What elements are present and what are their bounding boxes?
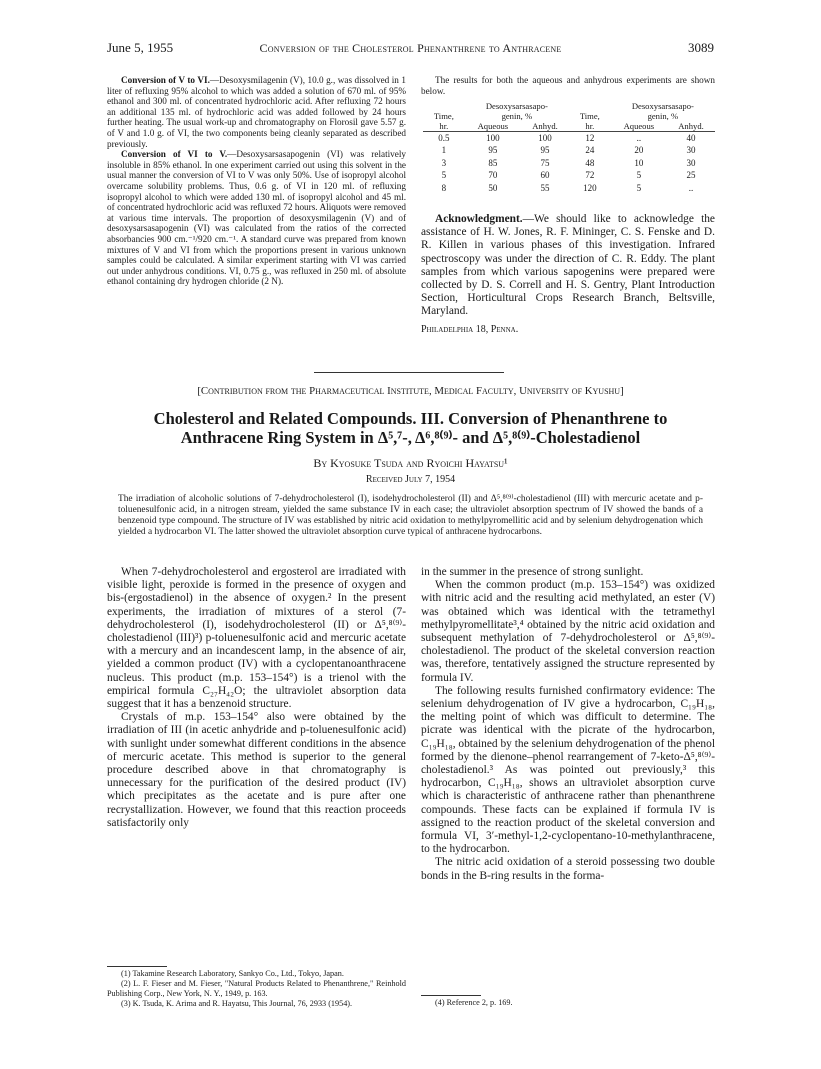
table-cell: 40	[686, 133, 696, 143]
footnote-1: (1) Takamine Research Laboratory, Sankyo Co., Ltd., Tokyo, Japan.	[121, 969, 344, 978]
footnote-rule-right	[421, 995, 481, 996]
body-paragraph-1: When 7-dehydrocholesterol and ergosterol are irradiated with visible light, peroxide is formed in the presence of oxygen and bis-(ergostadienol) in the absence of oxygen.² In the present experiments, the irradiation of mixtures of a sterol (7-dehydrocholesterol (I), isodehydrocholesterol (II) or Δ⁵,⁸⁽⁹⁾-cholestadienol (III)³) p-toluenesulfonic acid and mercuric acetate with a mercury and an incandescent lamp, in the absence of air, yielded a common product (IV) with a cyclopentanoanthracene nucleus. This product (m.p. 153–154°) is a trienol with the empirical formula C₂₇H₄₂O; the ultraviolet absorption data suggest that it has a benzenoid structure.	[107, 566, 406, 711]
body-paragraph-4: When the common product (m.p. 153–154°) was oxidized with nitric acid and the resulting acid methylated, an ester (V) was obtained which was identical with the tetramethyl methylpyromellitate³,⁴ obtained by the nitric acid oxidation and subsequent methylation of 7-dehydrocholesterol or Δ⁵,⁸⁽⁹⁾-cholestadienol. The product of the skeletal conversion reaction was, therefore, tentatively assigned the structure represented by formula IV.	[421, 579, 715, 684]
table-header-anhyd: Anhyd.	[532, 121, 558, 131]
footnotes-right	[421, 998, 715, 1008]
table-cell: 8	[441, 182, 447, 193]
article-title-line-1: Cholesterol and Related Compounds. III. Conversion of Phenanthrene to	[153, 409, 668, 428]
footnote-3: (3) K. Tsuda, K. Arima and R. Hayatsu, This Journal, 76, 2933 (1954).	[121, 999, 353, 1008]
table-cell: 100	[538, 133, 552, 143]
table-cell: 24	[585, 145, 595, 156]
table-header-aqueous: Aqueous	[477, 121, 509, 131]
footnote-2: (2) L. F. Fieser and M. Fieser, "Natural Products Related to Phenanthrene," Reinhold Publishing Corp., New York, N. Y., 1949, p. 163.	[107, 979, 406, 998]
table-cell: 10	[634, 157, 644, 168]
table-cell: ..	[688, 182, 694, 193]
body-column-right	[421, 566, 715, 883]
header-date: June 5, 1955	[107, 40, 174, 55]
table-cell: 48	[585, 157, 595, 168]
section-text-v-to-vi: —Desoxysmilagenin (V), 10.0 g., was dissolved in 1 liter of refluxing 95% alcohol to which was added a solution of 670 ml. of 95% ethanol and 300 ml. of concentrated hydrochloric acid. After refluxing 72 hours an additional 135 ml. of hydrochloric acid was added followed by 24 hours further heating. The usual work-up and chromatography on Florosil gave 5.57 g. of V and 1.0 g. of VI, the two components being cleanly separated as described previously.	[107, 75, 406, 149]
table-row	[423, 169, 715, 181]
table-cell: 12	[585, 133, 595, 143]
body-paragraph-6: The nitric acid oxidation of a steroid possessing two double bonds in the B-ring results in the forma-	[421, 856, 715, 882]
abstract: The irradiation of alcoholic solutions of 7-dehydrocholesterol (I), isodehydrocholesterol (II) and Δ⁵,⁸⁽⁹⁾-cholestadienol (III) with mercuric acetate and p-toluenesulfonic acid, in a nitrogen stream, yielded the same substance IV in each case; the ultraviolet absorption spectrum of IV showed the bands of a benzenoid type compound. The structure of IV was established by nitric acid oxidation to methylpyromellitic acid and by selenium dehydrogenation which yielded a hydrocarbon VI. The latter showed the ultraviolet absorption curve typical of anthracene hydrocarbons.	[118, 494, 703, 537]
table-cell: 120	[583, 182, 597, 193]
page-number: 3089	[688, 40, 714, 55]
body-paragraph-5: The following results furnished confirmatory evidence: The selenium dehydrogenation of IV give a hydrocarbon, C₁₉H₁₈, the melting point of which was difficult to determine. The picrate was identical with the picrate of the hydrocarbon, C₁₉H₁₈, obtained by the selenium dehydrogenation of the phenol formed by the dienone–phenol rearrangement of 7-keto-Δ⁵,⁸⁽⁹⁾-cholestadienol.³ As was pointed out previously,³ this hydrocarbon, C₁₉H₁₈, shows an ultraviolet absorption curve which is characteristic of anthracene rather than phenanthrene compounds. These facts can be explained if formula IV is assigned to the reaction product of the skeletal conversion and formula VI, 3′-methyl-1,2-cyclopentano-10-methylanthracene, to the hydrocarbon.	[421, 684, 715, 856]
table-cell: 30	[686, 157, 696, 168]
acknowledgment-head: Acknowledgment.	[435, 213, 523, 225]
table-cell: 20	[634, 145, 644, 156]
table-cell: 70	[488, 170, 498, 181]
table-header-aqueous-2: Aqueous	[623, 121, 655, 131]
footnote-4: (4) Reference 2, p. 169.	[435, 998, 513, 1007]
body-column-left	[107, 566, 406, 830]
table-cell: 95	[488, 145, 498, 156]
authors: By Kyosuke Tsuda and Ryoichi Hayatsu¹	[313, 456, 508, 470]
table-cell: ..	[636, 133, 642, 143]
table-cell: 85	[488, 157, 498, 168]
table-cell: 25	[686, 170, 696, 181]
table-header-time-2: Time,	[579, 111, 600, 121]
table-row	[423, 182, 715, 194]
results-intro	[421, 75, 715, 96]
table-cell: 95	[540, 145, 550, 156]
table-cell: 5	[636, 170, 642, 181]
separator-rule	[314, 372, 504, 373]
table-header-group-right: Desoxysarsasapo-	[631, 101, 694, 111]
table-cell: 5	[636, 182, 642, 193]
table-cell: 3	[441, 157, 447, 168]
received-date: Received July 7, 1954	[365, 474, 456, 485]
table-cell: 60	[540, 170, 550, 181]
table-header-group-left: Desoxysarsasapo-	[485, 101, 548, 111]
experimental-column-left	[107, 75, 406, 287]
section-text-vi-to-v: —Desoxysarsasapogenin (VI) was relatively insoluble in 85% ethanol. In one experiment carried out using this solvent in the usual manner the conversion of VI to V was only 50%. Use of isopropyl alcohol overcame solubility problems. Thus, 0.6 g. of VI in 120 ml. of refluxing isopropyl alcohol to which were added 130 ml. of isopropyl alcohol and 45 ml. of concentrated hydrochloric acid was refluxed 72 hours. Aliquots were removed at various time intervals. The proportion of desoxysmilagenin (V) and of desoxysarsasapogenin (VI) was calculated from the ratios of the corrected absorbancies 900 cm.⁻¹/920 cm.⁻¹. A standard curve was prepared from known mixtures of V and VI from which the proportions present in various unknown samples could be calculated. A similar experiment starting with VI was carried out under anhydrous conditions. VI, 0.75 g., was refluxed in 250 ml. of absolute ethanol containing dry hydrogen chloride (2 N).	[107, 149, 406, 287]
footnotes-left	[107, 969, 406, 1009]
table-header-genin-2: genin, %	[647, 111, 679, 121]
table-cell: 72	[585, 170, 595, 181]
body-paragraph-2: Crystals of m.p. 153–154° also were obtained by the irradiation of III (in acetic anhydride and p-toluenesulfonic acid) with sunlight under somewhat different conditions in the absence of mercuric acetate. This method is superior to the general procedure described above in that chromatography is unnecessary for the purification of the desired product (IV) which precipitates as the acetate and is pure after one recrystallization. However, we found that this reaction proceeds satisfactorily only	[107, 711, 406, 829]
table-header-hr-2: hr.	[585, 121, 595, 131]
table-row	[423, 132, 715, 145]
table-header-time: Time,	[433, 111, 454, 121]
table-header-hr: hr.	[439, 121, 449, 131]
footnote-rule	[107, 966, 167, 967]
table-cell: 30	[686, 145, 696, 156]
table-cell: 0.5	[438, 133, 450, 143]
table-cell: 5	[441, 170, 447, 181]
table-row	[423, 157, 715, 169]
table-header-genin: genin, %	[501, 111, 533, 121]
running-title: Conversion of the Cholesterol Phenanthrene to Anthracene	[259, 41, 562, 55]
results-table-body	[423, 132, 715, 195]
table-cell: 100	[486, 133, 500, 143]
acknowledgment-text: —We should like to acknowledge the assistance of H. W. Jones, R. F. Mininger, C. S. Fenske and D. R. Killen in various phases of this investigation. Infrared spectroscopy was under the direction of C. R. Eddy. The plant samples from which various sapogenins were prepared were collected by D. S. Correll and H. S. Gentry, Plant Introduction Section, Horticultural Crops Research Branch, Beltsville, Maryland.	[421, 213, 715, 318]
table-row	[423, 144, 715, 156]
body-paragraph-3: in the summer in the presence of strong sunlight.	[421, 566, 644, 578]
table-cell: 55	[540, 182, 550, 193]
section-head-v-to-vi: Conversion of V to VI.	[121, 75, 210, 85]
table-cell: 75	[540, 157, 550, 168]
location: Philadelphia 18, Penna.	[421, 323, 519, 335]
results-table	[423, 101, 715, 194]
results-intro-text: The results for both the aqueous and anhydrous experiments are shown below.	[421, 75, 715, 96]
table-cell: 1	[441, 145, 447, 156]
table-header-anhyd-2: Anhyd.	[678, 121, 704, 131]
article-title-line-2: Anthracene Ring System in Δ⁵,⁷-, Δ⁶,⁸⁽⁹⁾- and Δ⁵,⁸⁽⁹⁾-Cholestadienol	[180, 428, 641, 447]
section-head-vi-to-v: Conversion of VI to V.	[121, 149, 228, 160]
acknowledgment	[421, 213, 715, 336]
contribution-line: [Contribution from the Pharmaceutical Institute, Medical Faculty, University of Kyushu]	[197, 385, 624, 397]
article-title	[100, 409, 721, 447]
table-cell: 50	[488, 182, 498, 193]
